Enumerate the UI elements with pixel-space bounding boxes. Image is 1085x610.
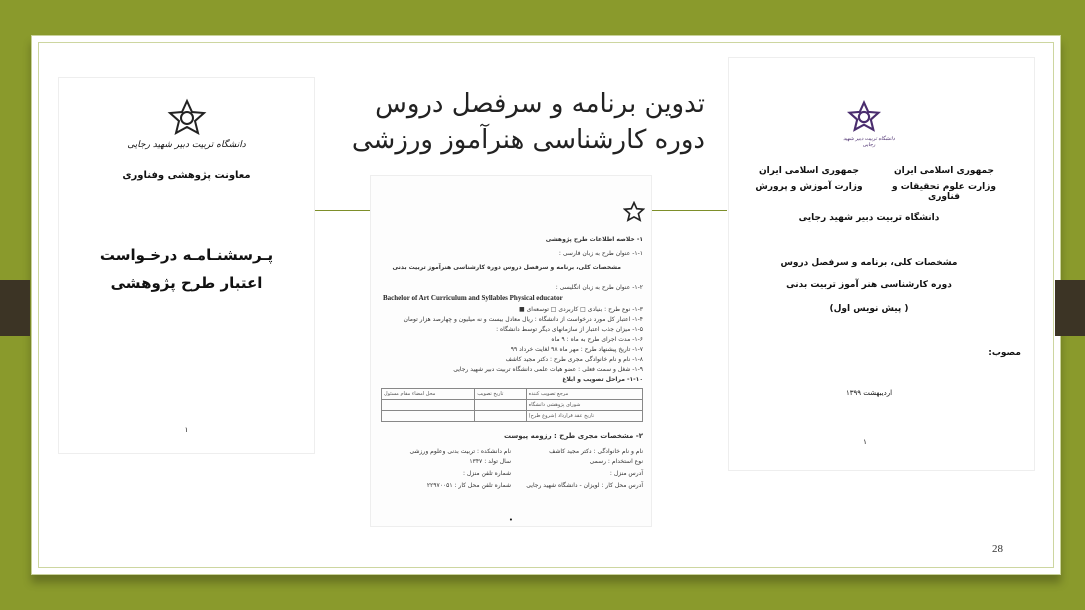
- budget-line: ۱-۴- اعتبار کل مورد درخواست از دانشگاه : ریال معادل بیست و نه میلیون و چهارصد هزار تومان: [403, 316, 643, 323]
- right-page-number: ۱: [863, 438, 867, 446]
- university-signature: دانشگاه تربیت دبیر شهید رجایی: [843, 136, 895, 148]
- document-subheading: دوره کارشناسی هنر آموز تربیت بدنی: [786, 280, 952, 290]
- right-document-page: [728, 57, 1035, 471]
- approved-label: مصوب:: [988, 348, 1021, 358]
- table-header: مرجع تصویب کننده: [526, 389, 642, 400]
- position-line: ۱-۹- شغل و سمت فعلی : عضو هیات علمی دانشگاه تربیت دبیر شهید رجایی: [453, 366, 643, 373]
- work-address: آدرس محل کار : لویزان - دانشگاه شهید رجایی: [526, 482, 643, 489]
- ministry-education: وزارت آموزش و پرورش: [755, 182, 863, 192]
- date-line: ۱-۷- تاریخ پیشنهاد طرح : مهر ماه ۹۸ لغایت خرداد ۹۹: [510, 346, 643, 353]
- duration-line: ۱-۶- مدت اجرای طرح به ماه : ۹ ماه: [551, 336, 643, 343]
- table-header: محل امضاء مقام مسئول: [382, 389, 475, 400]
- slide-title: [330, 86, 705, 158]
- birth-year: سال تولد : ۱۳۴۷: [469, 458, 511, 465]
- employment-type: نوع استخدام : رسمی: [589, 458, 643, 465]
- work-phone: شماره تلفن محل کار : ۲۲۹۷۰۰۵۱: [426, 482, 511, 489]
- table-header: تاریخ تصویب: [475, 389, 526, 400]
- persian-title-label: ۱-۱- عنوان طرح به زبان فارسی :: [558, 250, 643, 257]
- document-heading: مشخصات کلی، برنامه و سرفصل دروس: [780, 258, 958, 268]
- title-line-1: تدوین برنامه و سرفصل دروس: [375, 89, 705, 119]
- draft-label: ( پیش نویس اول): [829, 304, 909, 314]
- approval-table: [381, 388, 643, 422]
- plan-type: ۱-۳- نوع طرح : بنیادی □ کاربردی □ توسعه‌ای ■: [519, 306, 643, 313]
- questionnaire-subheading: اعتبار طرح پژوهشی: [110, 274, 263, 292]
- middle-document-page: [370, 175, 652, 527]
- university-name: دانشگاه تربیت دبیر شهید رجایی: [798, 213, 940, 223]
- executor-name: نام و نام خانوادگی : دکتر مجید کاشف: [549, 448, 643, 455]
- middle-page-number: •: [508, 516, 514, 524]
- english-title-label: ۱-۲- عنوان طرح به زبان انگلیسی :: [555, 284, 643, 291]
- home-phone: شماره تلفن منزل :: [462, 470, 511, 477]
- research-office: معاونت پژوهشی وفناوری: [122, 170, 251, 181]
- persian-title: مشخصات کلی، برنامه و سرفصل دروس دوره کارشناسی هنرآموز تربیت بدنی: [392, 264, 621, 271]
- home-address: آدرس منزل :: [609, 470, 643, 477]
- left-document-page: [58, 77, 315, 454]
- university-logo-icon: [167, 98, 207, 138]
- left-tab-decoration: [0, 280, 30, 336]
- university-logo-icon: [623, 201, 645, 223]
- questionnaire-heading: پـرسشنـامـه درخـواست: [99, 246, 274, 264]
- ministry-education-country: جمهوری اسلامی ایران: [758, 166, 860, 176]
- title-line-2: دوره کارشناسی هنرآموز ورزشی: [351, 125, 705, 155]
- table-cell: شورای پژوهشی دانشگاه: [526, 400, 642, 411]
- executor-section: ۲- مشخصات مجری طرح : رزومه پیوست: [504, 432, 643, 440]
- ministry-science-country: جمهوری اسلامی ایران: [893, 166, 995, 176]
- slide-number: 28: [992, 543, 1003, 555]
- university-signature: دانشگاه تربیت دبیر شهید رجایی: [127, 140, 246, 150]
- university-logo-icon: [847, 100, 881, 134]
- right-tab-decoration: [1055, 280, 1085, 336]
- funding-line: ۱-۵- میزان جذب اعتبار از سازمانهای دیگر توسط دانشگاه :: [496, 326, 643, 333]
- table-cell: تاریخ عقد قرارداد (شروع طرح): [526, 411, 642, 422]
- faculty: نام دانشکده : تربیت بدنی وعلوم ورزشی: [409, 448, 511, 455]
- ministry-science: وزارت علوم تحقیقات و فناوری: [891, 182, 997, 202]
- approval-stages: ۱-۱۰- مراحل تصویب و ابلاغ: [562, 376, 643, 383]
- summary-title: ۱- خلاصه اطلاعات طرح پژوهشی: [545, 236, 643, 243]
- document-date: ارد‌یبهشت ۱۳۹۹: [845, 389, 893, 397]
- executor-line: ۱-۸- نام و نام خانوادگی مجری طرح : دکتر مجید کاشف: [505, 356, 643, 363]
- left-page-number: ۱: [184, 426, 189, 434]
- english-title: Bachelor of Art Curriculum and Syllables Physical educator: [383, 294, 563, 302]
